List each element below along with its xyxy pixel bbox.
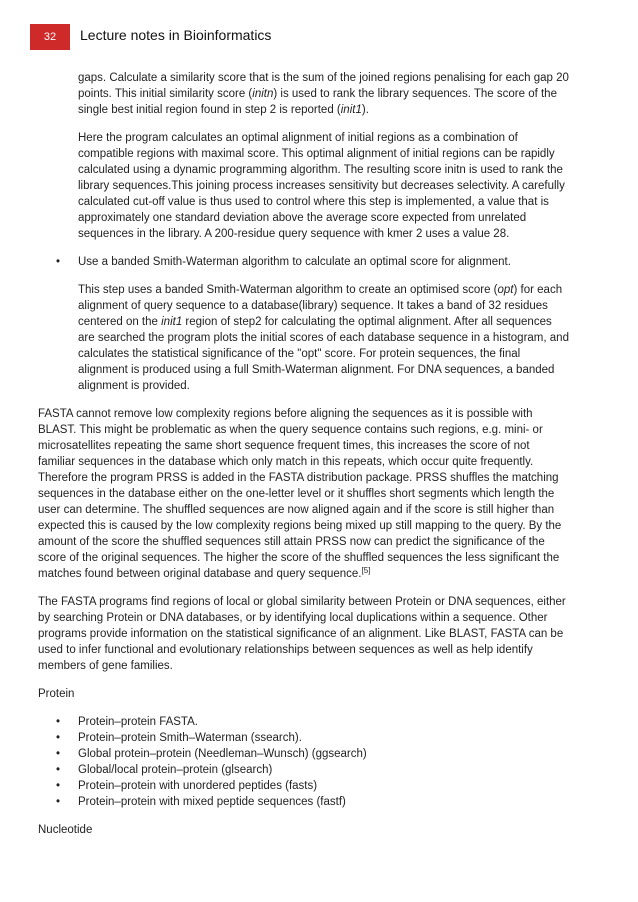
text-line: single best initial region found in step 2 is reported (init1). (78, 104, 369, 116)
text-line: alignment is produced using a full Smith-Waterman alignment. For DNA sequences, a banded (78, 364, 555, 376)
text-line: The FASTA programs find regions of local or global similarity between Protein or DNA sequences, either (38, 596, 566, 608)
bullet-icon: • (55, 732, 61, 744)
list-item: • Protein–protein FASTA. (38, 714, 604, 730)
text-line: Therefore the program PRSS is added in the FASTA distribution package. PRSS shuffles the matching (38, 472, 559, 484)
text-line: alignment is provided. (78, 380, 190, 392)
bullet-icon: • (55, 764, 61, 776)
text-line: approximately one standard deviation above the average score expected from unrelated (78, 212, 527, 224)
bullet-icon: • (55, 256, 61, 268)
text-line: library sequences.This joining process increases sensitivity but decreases selectivity. A carefully (78, 180, 565, 192)
emphasis-opt: opt (497, 284, 514, 296)
text-line: members of gene families. (38, 660, 173, 672)
text-line: calculated using a dynamic programming algorithm. The resulting score initn is used to rank the (78, 164, 563, 176)
step-bullet (38, 254, 604, 270)
text-line: user can determine. The shuffled sequences are now aligned again and if the score is still higher than (38, 504, 555, 516)
text-line: alignment of query sequence to a database(library) sequence. It takes a band of 32 residues (78, 300, 548, 312)
list-item: • Protein–protein with unordered peptides (fasts) (38, 778, 604, 794)
text-line: sequences in the library. A 200-residue query sequence with kmer 2 uses a value 28. (78, 228, 510, 240)
emphasis-init1: init1 (161, 316, 183, 328)
continued-block (78, 70, 604, 118)
protein-heading: Protein (38, 688, 75, 700)
list-item: • Global protein–protein (Needleman–Wunsch) (ggsearch) (38, 746, 604, 762)
text-line: familiar sequences in the database which only match in this repeats, which occur quite frequently. (38, 456, 534, 468)
text-line: Here the program calculates an optimal alignment of initial regions as a combination of (78, 132, 518, 144)
emphasis-init1: init1 (340, 104, 362, 116)
programs-paragraph (38, 594, 604, 674)
bullet-icon: • (55, 796, 61, 808)
text-line: amount of the score the shuffled sequences still attain PRSS now can predict the significance of the (38, 536, 545, 548)
step-bullet-text: Use a banded Smith-Waterman algorithm to calculate an optimal score for alignment. (78, 256, 511, 268)
list-item: • Protein–protein Smith–Waterman (ssearch). (38, 730, 604, 746)
text-line: matches found between original database and query sequence.[5] (38, 566, 371, 580)
text-line: gaps. Calculate a similarity score that is the sum of the joined regions penalising for each gap 20 (78, 72, 569, 84)
text-line: compatible regions with maximal score. This optimal alignment of initial regions can be rapidly (78, 148, 555, 160)
text-line: programs provide information on the statistical significance of an alignment. Like BLAST, FASTA can be (38, 628, 564, 640)
banded-smith-waterman-block (78, 282, 604, 394)
page-number-badge (30, 24, 70, 50)
text-line: expected this is caused by the low complexity regions being mixed up still mapping to the query. By the (38, 520, 562, 532)
prss-paragraph (38, 406, 604, 582)
citation-link[interactable]: [5] (361, 566, 371, 575)
text-line: calculated cut-off value is thus used to control where this step is implemented, a value that is (78, 196, 549, 208)
running-title: Lecture notes in Bioinformatics (80, 27, 272, 43)
text-line: score of the original sequences. The higher the score of the shuffled sequences the less significant the (38, 552, 560, 564)
page-number: 32 (43, 31, 57, 43)
text-line: by searching Protein or DNA databases, or by identifying local duplications within a sequence. Other (38, 612, 548, 624)
bullet-icon: • (55, 780, 61, 792)
text-line: points. This initial similarity score (initn) is used to rank the library sequences. The score of the (78, 88, 557, 100)
text-line: calculates the statistical significance of the "opt" score. For protein sequences, the final (78, 348, 521, 360)
optimal-alignment-block (78, 130, 604, 242)
text-line: sequences in the database either on the one-letter level or it shuffles short segments which length the (38, 488, 555, 500)
text-line: This step uses a banded Smith-Waterman algorithm to create an optimised score (opt) for each (78, 284, 563, 296)
list-item: • Protein–protein with mixed peptide sequences (fastf) (38, 794, 604, 810)
text-line: centered on the init1 region of step2 for calculating the optimal alignment. After all sequences (78, 316, 552, 328)
page-body (38, 70, 604, 838)
text-line: BLAST. This might be problematic as when the query sequence contains such regions, e.g. mini- or (38, 424, 543, 436)
text-line: used to infer functional and evolutionary relationships between sequences as well as help identify (38, 644, 533, 656)
text-line: are searched the program plots the initial scores of each database sequence in a histogram, and (78, 332, 569, 344)
bullet-icon: • (55, 716, 61, 728)
bullet-icon: • (55, 748, 61, 760)
text-line: FASTA cannot remove low complexity regions before aligning the sequences as it is possible with (38, 408, 533, 420)
list-item: • Global/local protein–protein (glsearch) (38, 762, 604, 778)
emphasis-initn: initn (252, 88, 274, 100)
protein-list (38, 714, 604, 810)
nucleotide-heading: Nucleotide (38, 824, 93, 836)
text-line: microsatellites repeating the same short sequence frequent times, this increases the score of not (38, 440, 530, 452)
